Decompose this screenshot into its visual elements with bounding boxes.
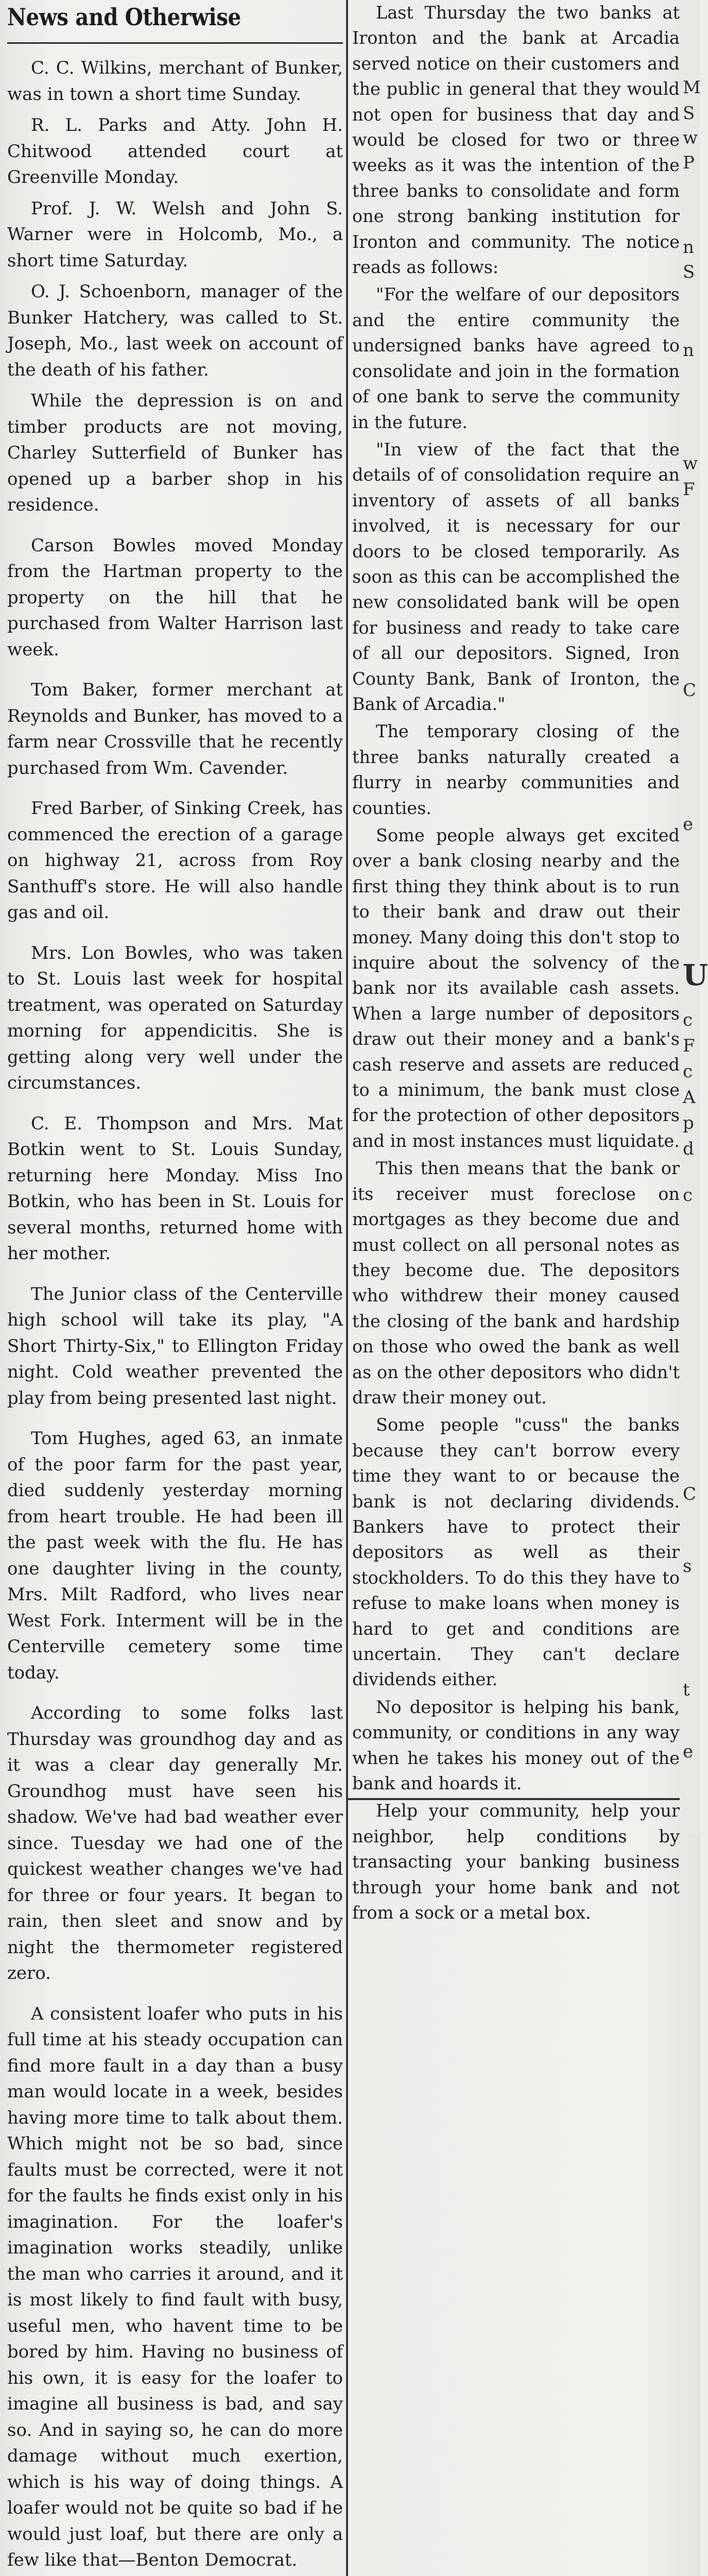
news-item: R. L. Parks and Atty. John H. Chitwood attended court at Greenville Monday. (7, 115, 343, 188)
news-item: The Junior class of the Centerville high school will take its play, "A Short Thirty-Six," to Ellington Friday night. Cold weather prevented the play from being presented last night. (7, 1283, 343, 1409)
edge-letter: c (683, 1185, 693, 1206)
left-column (7, 0, 343, 2576)
news-item: Tom Baker, former merchant at Reynolds and Bunker, has moved to a farm near Crossville that he recently purchased from Wm. Cavender. (7, 680, 343, 778)
edge-letter: w (683, 128, 698, 148)
heading-rule (7, 42, 343, 44)
bank-article-paragraph: "For the welfare of our depositors and the entire community the undersigned banks have agreed to consolidate and join in the formation of one bank to serve the community in the future. (352, 284, 680, 432)
bank-article-paragraph: Some people always get excited over a bank closing nearby and the first thing they think about is to run to their bank and draw out their money. Many doing this don't stop to inquire about the solvency of the bank nor its available cash assets. When a large number of depositors draw out their money and a bank's cash reserve and assets are reduced to a minimum, the bank must close for the protection of other depositors and in most instances must liquidate. (352, 825, 680, 1151)
edge-letter: S (683, 103, 695, 124)
edge-letter: U (683, 958, 708, 992)
news-item: Prof. J. W. Welsh and John S. Warner were in Holcomb, Mo., a short time Saturday. (7, 198, 343, 271)
edge-letter: e (683, 1741, 694, 1762)
right-column-fragment (680, 0, 708, 1834)
edge-letter: C (683, 680, 697, 701)
edge-letter: e (683, 814, 694, 835)
edge-letter: c (683, 1010, 693, 1030)
edge-letter: F (683, 479, 695, 500)
edge-letter: d (683, 1139, 694, 1159)
news-item: A consistent loafer who puts in his full time at his steady occupation can find more fault in a day than a busy man would locate in a week, besides having more time to talk about them. Which might not be so bad, since faults must be corrected, were it not for the faults he finds exist only in his imagination. For the loafer's imagination works steadily, unlike the man who carries it around, and it is most likely to find fault with busy, useful men, who havent time to be bored by him. Having no business of his own, it is easy for the loafer to imagine all business is bad, and say so. And in saying so, he can do more damage without much exertion, which is his way of doing things. A loafer would not be quite so bad if he would just loaf, but there are only a few like that—Benton Democrat. (7, 2003, 343, 2570)
section-heading: News and Otherwise (7, 3, 241, 31)
news-item: According to some folks last Thursday was groundhog day and as it was a clear day generally Mr. Groundhog must have seen his shadow. We've had bad weather ever since. Tuesday we had one of the quickest weather changes we've had for three or four years. It began to rain, then sleet and snow and by night the thermometer registered zero. (7, 1703, 343, 1984)
edge-letter: A (683, 1087, 696, 1108)
middle-column (352, 0, 680, 1923)
edge-letter: w (683, 453, 698, 474)
news-item: Tom Hughes, aged 63, an inmate of the poor farm for the past year, died suddenly yesterday morning from heart trouble. He had been ill the past week with the flu. He has one daughter living in the county, Mrs. Milt Radford, who lives near West Fork. Interment will be in the Centerville cemetery some time today. (7, 1428, 343, 1683)
edge-letter: n (683, 237, 694, 258)
bank-article-paragraph: No depositor is helping his bank, community, or conditions in any way when he takes his money out of the bank and hoards it. (352, 1697, 680, 1794)
edge-letter: s (683, 1556, 692, 1577)
edge-letter: c (683, 1061, 693, 1082)
edge-letter: p (683, 1113, 694, 1133)
news-item: O. J. Schoenborn, manager of the Bunker Hatchery, was called to St. Joseph, Mo., last week on account of the death of his father. (7, 281, 343, 380)
bank-article-paragraph: Help your community, help your neighbor, help conditions by transacting your banking business through your home bank and not from a sock or a metal box. (352, 1801, 680, 1923)
bank-article-paragraph: Last Thursday the two banks at Ironton and the bank at Arcadia served notice on their customers and the public in general that they would not open for business that day and would be closed for two or three weeks as it was the intention of the three banks to consolidate and form one strong banking institution for Ironton and community. The notice reads as follows: (352, 3, 680, 278)
news-item: Mrs. Lon Bowles, who was taken to St. Louis last week for hospital treatment, was operated on Saturday morning for appendicitis. She is getting along very well under the circumstances. (7, 942, 343, 1093)
edge-letter: P (683, 152, 695, 173)
bank-article-paragraph: "In view of the fact that the details of of consolidation require an inventory of assets of all banks involved, it is necessary for our doors to be closed temporarily. As soon as this can be accomplished the new consolidated bank will be open for business and ready to take care of all our depositors. Signed, Iron County Bank, Bank of Ironton, the Bank of Arcadia." (352, 439, 680, 714)
column-rule-left (346, 0, 348, 2576)
news-item: C. C. Wilkins, merchant of Bunker, was in town a short time Sunday. (7, 58, 343, 105)
edge-letter: F (683, 1036, 695, 1056)
news-item: Carson Bowles moved Monday from the Hartman property to the property on the hill that he purchased from Walter Harrison last week. (7, 535, 343, 660)
news-item: Fred Barber, of Sinking Creek, has commenced the erection of a garage on highway 21, across from Roy Santhuff's store. He will also handle gas and oil. (7, 798, 343, 923)
edge-letter: M (683, 77, 701, 98)
bank-article-paragraph: This then means that the bank or its receiver must foreclose on mortgages as they become due and must collect on all personal notes as they become due. The depositors who withdrew their money caused the closing of the bank and hardship on those who owed the bank as well as on the other depositors who didn't draw their money out. (352, 1158, 680, 1408)
edge-letter: t (683, 1680, 690, 1700)
edge-letter: C (683, 1484, 697, 1504)
news-item: While the depression is on and timber products are not moving, Charley Sutterfield of Bunker has opened up a barber shop in his residence. (7, 391, 343, 515)
bank-article-paragraph: The temporary closing of the three banks naturally created a flurry in nearby communities and counties. (352, 721, 680, 818)
bank-article-paragraph: Some people "cuss" the banks because they can't borrow every time they want to or because the bank is not declaring dividends. Bankers have to protect their depositors as well as their stockholders. To do this they have to refuse to make loans when money is hard to get and conditions are uncertain. They can't declare dividends either. (352, 1415, 680, 1690)
edge-letter: S (683, 262, 695, 282)
news-item: C. E. Thompson and Mrs. Mat Botkin went to St. Louis Sunday, returning here Monday. Miss Ino Botkin, who has been in St. Louis for several months, returned home with her mother. (7, 1113, 343, 1264)
edge-letter: n (683, 340, 694, 361)
